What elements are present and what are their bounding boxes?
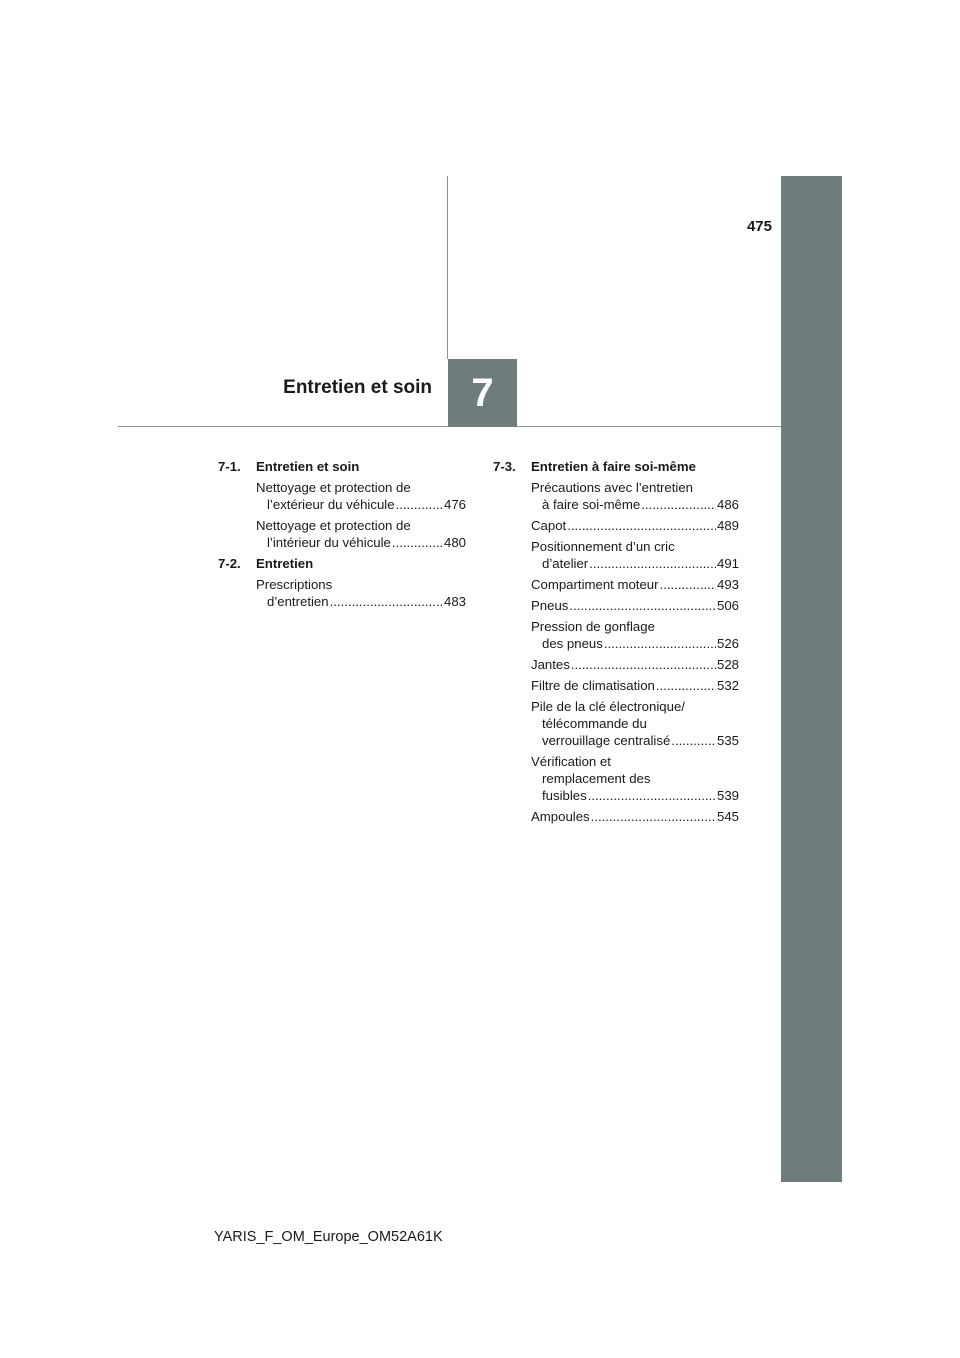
toc-entry-page: 506: [716, 598, 739, 613]
toc-section-number: 7-3.: [493, 459, 516, 474]
toc-entry-text: Positionnement d’un cric: [531, 539, 675, 554]
dot-leader: [569, 597, 716, 614]
chapter-title: Entretien et soin: [283, 377, 432, 398]
dot-leader: [396, 496, 443, 513]
toc-section-heading: [218, 555, 466, 572]
toc-entry-text: l’intérieur du véhicule: [267, 535, 391, 550]
toc-entry-last-line: [531, 555, 739, 572]
toc-entry[interactable]: [256, 576, 466, 610]
page-number: 475: [746, 218, 772, 235]
toc-entry-page: 483: [443, 594, 466, 609]
dot-leader: [589, 555, 716, 572]
toc-column-left: [218, 458, 466, 614]
toc-entry-text: Pile de la clé électronique/: [531, 699, 685, 714]
toc-entry-text: d’entretien: [267, 594, 329, 609]
toc-entry[interactable]: [531, 597, 739, 614]
chapter-number-box: 7: [448, 359, 517, 427]
toc-entry-last-line: [531, 496, 739, 513]
toc-entry-last-line: [531, 732, 739, 749]
toc-column-right: [493, 458, 739, 829]
toc-entry-text: verrouillage centralisé: [542, 733, 671, 748]
toc-entry[interactable]: [256, 517, 466, 551]
toc-entry[interactable]: [531, 517, 739, 534]
toc-entry[interactable]: [531, 538, 739, 572]
toc-entry-text: Prescriptions: [256, 577, 333, 592]
toc-entry[interactable]: [531, 656, 739, 673]
toc-entry[interactable]: [256, 479, 466, 513]
dot-leader: [392, 534, 443, 551]
toc-entry-text: des pneus: [542, 636, 603, 651]
toc-entry-last-line: [531, 517, 739, 534]
dot-leader: [591, 808, 716, 825]
toc-entry-text: Pression de gonflage: [531, 619, 655, 634]
toc-entry-page: 486: [716, 497, 739, 512]
toc-entry-page: 545: [716, 809, 739, 824]
toc-entry-last-line: [531, 597, 739, 614]
toc-entry-text: l’extérieur du véhicule: [267, 497, 395, 512]
toc-entry-page: 526: [716, 636, 739, 651]
toc-entry-page: 539: [716, 788, 739, 803]
toc-entry-last-line: [256, 496, 466, 513]
toc-entry-last-line: [531, 808, 739, 825]
dot-leader: [571, 656, 716, 673]
toc-entry-last-line: [531, 677, 739, 694]
toc-entry-text: Nettoyage et protection de: [256, 518, 411, 533]
toc-entry[interactable]: [531, 753, 739, 804]
toc-section-number: 7-2.: [218, 556, 241, 571]
vertical-divider: [447, 176, 448, 359]
toc-entry-last-line: [531, 656, 739, 673]
toc-entry-last-line: [531, 576, 739, 593]
dot-leader: [567, 517, 716, 534]
toc-entry-text: Pneus: [531, 598, 569, 613]
dot-leader: [330, 593, 443, 610]
toc-section: [493, 458, 739, 825]
toc-entry-text: d’atelier: [542, 556, 589, 571]
toc-entry-last-line: [531, 787, 739, 804]
toc-entry[interactable]: [531, 618, 739, 652]
toc-entry-text: Compartiment moteur: [531, 577, 659, 592]
toc-entry-page: 535: [716, 733, 739, 748]
toc-entry-text: télécommande du: [542, 716, 647, 731]
toc-entry-text: Précautions avec l’entretien: [531, 480, 694, 495]
toc-entry[interactable]: [531, 677, 739, 694]
toc-entry-text: Vérification et: [531, 754, 611, 769]
toc-entry-page: 476: [443, 497, 466, 512]
toc-entry-last-line: [531, 635, 739, 652]
toc-section-heading: [493, 458, 739, 475]
toc-section-title: Entretien à faire soi-même: [531, 459, 696, 474]
toc-entry[interactable]: [531, 479, 739, 513]
toc-section: [218, 458, 466, 551]
toc-entry-text: à faire soi-même: [542, 497, 641, 512]
toc-entry-text: fusibles: [542, 788, 587, 803]
toc-entry[interactable]: [531, 808, 739, 825]
chapter-side-tab: [781, 176, 842, 1182]
toc-entry-page: 480: [443, 535, 466, 550]
toc-entry-page: 528: [716, 657, 739, 672]
toc-entry-text: remplacement des: [542, 771, 651, 786]
toc-section: [218, 555, 466, 610]
dot-leader: [660, 576, 716, 593]
toc-entry-last-line: [256, 534, 466, 551]
toc-entry-page: 489: [716, 518, 739, 533]
toc-section-heading: [218, 458, 466, 475]
toc-entry-text: Capot: [531, 518, 567, 533]
toc-entry-page: 491: [716, 556, 739, 571]
dot-leader: [641, 496, 716, 513]
toc-entry-page: 532: [716, 678, 739, 693]
toc-section-title: Entretien: [256, 556, 314, 571]
toc-section-title: Entretien et soin: [256, 459, 360, 474]
toc-entry-text: Jantes: [531, 657, 570, 672]
document-footer: YARIS_F_OM_Europe_OM52A61K: [214, 1229, 443, 1245]
toc-entry-page: 493: [716, 577, 739, 592]
toc-section-number: 7-1.: [218, 459, 241, 474]
dot-leader: [671, 732, 716, 749]
toc-entry-last-line: [256, 593, 466, 610]
toc-entry[interactable]: [531, 576, 739, 593]
toc-entry-text: Filtre de climatisation: [531, 678, 655, 693]
toc-entry-text: Ampoules: [531, 809, 590, 824]
dot-leader: [656, 677, 716, 694]
toc-entry-text: Nettoyage et protection de: [256, 480, 411, 495]
dot-leader: [588, 787, 716, 804]
toc-entry[interactable]: [531, 698, 739, 749]
dot-leader: [604, 635, 716, 652]
